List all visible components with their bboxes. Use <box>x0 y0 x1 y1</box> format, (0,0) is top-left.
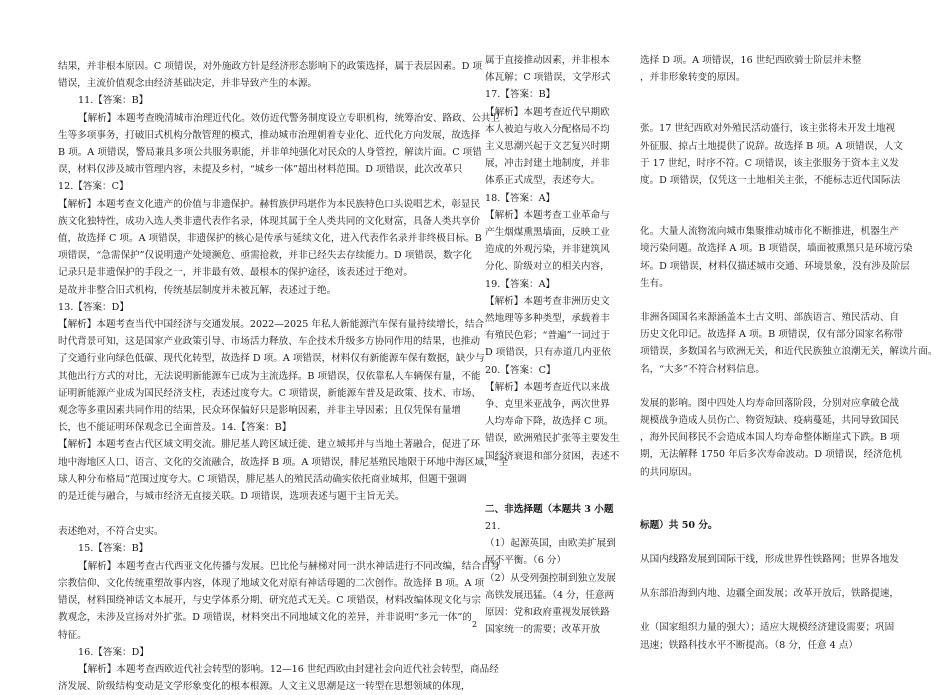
text-line: 主义思潮兴起于文艺复兴时期 <box>485 141 610 153</box>
middle-column-bottom-block <box>485 501 616 639</box>
text-line: 【解析】本题考查西欧近代社会转型的影响。12—16 世纪西欧由封建社会向近代社会转型，商品经 <box>78 663 499 675</box>
text-line: 项错误，“急需保护”仅说明遗产处境濒危、亟需抢救，并非已经失去存续能力。D 项错误，数字化 <box>58 250 472 262</box>
text-line: 展不平衡。（6 分） <box>485 555 567 567</box>
left-column-bottom-block <box>58 523 501 695</box>
text-line: 度。D 项错误，仅凭这一土地相关主张，不能标志近代国际法 <box>640 175 901 187</box>
text-line: 化。大量人流物流向城市集聚推动城市化不断推进，机器生产 <box>640 226 900 238</box>
text-line: 原因：党和政府重视发展铁路 <box>485 607 610 619</box>
text-line: 宗教信仰、文化传统重塑故事内容，体现了地域文化对原有神话母题的二次创作。故选择 B 项。A 项 <box>58 577 485 589</box>
text-line: 的是迁徙与融合，与城市经济无直接关联。D 项错误，选项表述与题干主旨无关。 <box>58 491 405 503</box>
text-line: 【解析】本题考查当代中国经济与交通发展。2022—2025 年私人新能源汽车保有量持续增长，结合 <box>58 319 485 331</box>
text-line: 族文化独特性，成功入选人类非遗代表作名录，体现其属于全人类共同的文化财富，具备人类共享价 <box>58 215 481 227</box>
left-column <box>58 58 509 695</box>
text-line: 本人被迫与收入分配格局不均 <box>485 123 610 135</box>
answer-18: 18.【答案：A】 <box>485 192 556 204</box>
answer-12: 12.【答案：C】 <box>58 181 129 193</box>
text-line: 规模战争造成人员伤亡、物资短缺、疫病蔓延，共同导致国民 <box>640 415 900 427</box>
answer-15: 15.【答案：B】 <box>78 543 149 555</box>
text-line: 【解析】本题考查文化遗产的价值与非遗保护。赫哲族伊玛堪作为本民族特色口头说唱艺术，彰显民 <box>58 198 481 210</box>
text-line: 张。17 世纪西欧对外殖民活动盛行，该主张将未开发土地视 <box>640 123 896 135</box>
text-line: 从国内线路发展到国际干线，形成世界性铁路网；世界各地发 <box>640 554 900 566</box>
text-line: 【解析】本题考查古代区域文明交流。腓尼基人跨区域迁徙、建立城邦并与当地土著融合，促进了环 <box>58 439 481 451</box>
page-number: 2 <box>472 620 478 629</box>
text-line: 非洲各国国名来源涵盖本土古文明、部族语言、殖民活动、自 <box>640 312 900 324</box>
text-line: 了交通行业向绿色低碳、现代化转型，故选择 D 项。A 项错误，材料仅有新能源车保有数据，缺少与 <box>58 353 485 365</box>
text-line: 境污染问题。故选择 A 项。B 项错误，墙面被熏黑只是环境污染 <box>640 243 913 255</box>
text-line: 【解析】本题考查古代西亚文化传播与发展。巴比伦与赫梯对同一洪水神话进行不同改编，结合自身 <box>78 560 501 572</box>
question-21: 21. <box>485 521 501 533</box>
text-line: 期，无法解释 1750 年后多次寿命波动。D 项错误，经济危机 <box>640 449 902 461</box>
text-line: 产生烟煤熏黑墙面，反映工业 <box>485 227 610 239</box>
answer-19: 19.【答案：A】 <box>485 278 556 290</box>
text-line: 长，也不能证明环保观念已全面普及。14.【答案：B】 <box>58 422 292 434</box>
right-column <box>640 52 938 654</box>
text-line: 球人种分布格局”范围过度夸大。C 项错误，腓尼基人的殖民活动确实依托商业城邦，但题干强调 <box>58 473 467 485</box>
answer-11: 11.【答案：B】 <box>78 95 149 107</box>
text-line: 迅速；铁路科技水平不断提高。（8 分，任意 4 点） <box>640 639 859 651</box>
text-line: B 项。A 项错误，警局兼具多项公共服务职能，并非单纯强化对民众的人身管控，解读片面。C 项错 <box>58 147 482 159</box>
answer-16: 16.【答案：D】 <box>78 646 149 658</box>
answer-13: 13.【答案：D】 <box>58 301 129 313</box>
text-line: ，并非形象转变的原因。 <box>640 72 746 84</box>
text-line: 观念等多重因素共同作用的结果，民众环保偏好只是影响因素，并非主导因素；且仅凭保有量增 <box>58 405 461 417</box>
text-line: 坏。D 项错误，材料仅描述城市交通、环境景象，没有涉及阶层 <box>640 260 910 272</box>
text-line: 【解析】本题考查晚清城市治理近代化。效仿近代警务制度设立专职机构，统筹治安、路政、公共卫 <box>78 112 501 124</box>
text-line: 生有。 <box>640 277 669 289</box>
text-line: D 项错误，只有赤道几内亚依 <box>485 347 611 359</box>
text-line: 是故并非整合旧式机构，传统基层制度并未被瓦解，表述过于绝。 <box>58 284 337 296</box>
text-line: 错误，欧洲殖民扩张等主要发生 <box>485 433 620 445</box>
text-line: 高铁发展迅猛。（4 分，任意两 <box>485 589 615 601</box>
text-line: 发展的影响。图中四处人均寿命回落阶段，分别对应拿破仑战 <box>640 397 900 409</box>
text-line: 国经济衰退和部分贫困，表述不 <box>485 450 620 462</box>
text-line: 有殖民色彩；“普遍”一词过于 <box>485 330 610 342</box>
text-line: 时代背景可知，这是国家产业政策引导、市场活力释放、车企技术升级多方协同作用的结果，也推动 <box>58 336 481 348</box>
right-column-top-block <box>640 52 938 481</box>
text-line: 历史文化印记。故选择 A 项。B 项错误，仅有部分国家名称带 <box>640 329 903 341</box>
middle-column-top-block <box>485 52 620 465</box>
text-line: 特征。 <box>58 629 87 641</box>
text-line: 于 17 世纪，时序不符。C 项错误，该主张服务于资本主义发 <box>640 157 899 169</box>
text-line: 结果，并非根本原因。C 项错误，对外施政方针是经济形态影响下的政策选择，属于表层因素。D 项 <box>58 61 483 72</box>
text-line: 济发展、阶级结构变动是文学形象变化的根本根源。人文主义思潮是这一转型在思想领域的体现， <box>58 681 471 693</box>
text-line: 体瓦解；C 项错误，文学形式 <box>485 72 611 84</box>
text-line: 项错误，多数国名与欧洲无关，和近代民族独立浪潮无关，解读片面。 <box>640 346 938 358</box>
text-line: （2）从受列强控制到独立发展 <box>485 572 616 584</box>
text-line: 【解析】本题考查工业革命与 <box>485 209 610 221</box>
text-line: 误，材料仅涉及城市管理内容，未提及乡村，“城乡一体”超出材料范围。D 项错误，此次改革只 <box>58 164 463 176</box>
text-line: 表述绝对，不符合史实。 <box>58 526 164 538</box>
text-line: （1）起源英国，由欧美扩展到 <box>485 538 616 550</box>
text-line: 证明新能源产业成为国民经济支柱，表述过度夸大。C 项错误，新能源车普及是政策、技术、市场、 <box>58 387 481 399</box>
section-heading: 标题）共 50 分。 <box>640 519 718 531</box>
text-line: 业（国家组织力量的强大）；适应大规模经济建设需要；巩固 <box>640 622 895 634</box>
answer-17: 17.【答案：B】 <box>485 89 556 101</box>
text-line: 人均寿命下降，故选择 C 项。 <box>485 416 614 428</box>
text-line: 地中海地区人口、语言、文化的交流融合，故选择 B 项。A 项错误，腓尼基殖民地限于环地中海区域，“全 <box>58 456 509 468</box>
fold-gap <box>485 465 613 501</box>
text-line: 分化、阶级对立的相关内容， <box>485 261 610 273</box>
text-line: 属于直接推动因素，并非根本 <box>485 55 610 66</box>
text-line: 错误，材料围绕神话文本展开，与史学体系分期、研究范式无关。C 项错误，材料改编体现文化与宗 <box>58 595 481 607</box>
text-line: 争、克里米亚战争，两次世界 <box>485 399 610 411</box>
fold-gap <box>58 505 460 523</box>
text-line: 其他出行方式的对比，无法说明新能源车已成为主流选择。B 项错误，仅依靠私人车辆保有量，不能 <box>58 370 481 382</box>
text-line: 国家统一的需要；改革开放 <box>485 624 601 636</box>
left-column-top-block <box>58 58 509 505</box>
text-line: 教观念，未涉及宣扬对外扩张。D 项错误，材料突出不同地域文化的差异，并非说明“多元一体”的 <box>58 612 472 624</box>
text-line: 从东部沿海到内地、边疆全面发展；改革开放后，铁路提速， <box>640 588 900 600</box>
text-line: 名，“大多”不符合材料信息。 <box>640 363 765 375</box>
text-line: 选择 D 项。A 项错误，16 世纪西欧骑士阶层并未整 <box>640 55 862 66</box>
text-line: 体系正式成型，表述夸大。 <box>485 175 601 187</box>
text-line: 生等多项事务，打破旧式机构分散管理的模式，推动城市治理朝着专业化、近代化方向发展，故选择 <box>58 129 481 141</box>
text-line: 【解析】本题考查近代早期欧 <box>485 106 610 118</box>
right-column-bottom-block <box>640 517 900 654</box>
text-line: 的共同原因。 <box>640 466 698 478</box>
text-line: 错误，主流价值观念由经济基础决定，并非导致产生的本源。 <box>58 78 318 90</box>
text-line: 然地理等多种类型，承载着丰 <box>485 313 610 325</box>
text-line: 【解析】本题考查非洲历史文 <box>485 295 610 307</box>
middle-column <box>485 52 620 639</box>
section-heading: 二、非选择题（本题共 3 小题 <box>485 503 614 515</box>
text-line: 展，冲击封建土地制度，并非 <box>485 158 610 170</box>
text-line: 值，故选择 C 项。A 项错误，非遗保护的核心是传承与延续文化，进入代表作名录并非终极目标。B <box>58 233 482 245</box>
text-line: 记录只是非遗保护的手段之一，并非最有效、最根本的保护途径，该表述过于绝对。 <box>58 267 413 279</box>
text-line: 【解析】本题考查近代以来战 <box>485 381 610 393</box>
text-line: ，海外民间移民不会造成本国人均寿命整体断崖式下跌。B 项 <box>640 432 900 444</box>
text-line: 外征服、掠占土地提供了说辞。故选择 B 项。A 项错误，人文 <box>640 140 903 152</box>
answer-20: 20.【答案：C】 <box>485 364 556 376</box>
fold-gap <box>640 481 895 517</box>
text-line: 造成的外观污染，并非建筑风 <box>485 244 610 256</box>
